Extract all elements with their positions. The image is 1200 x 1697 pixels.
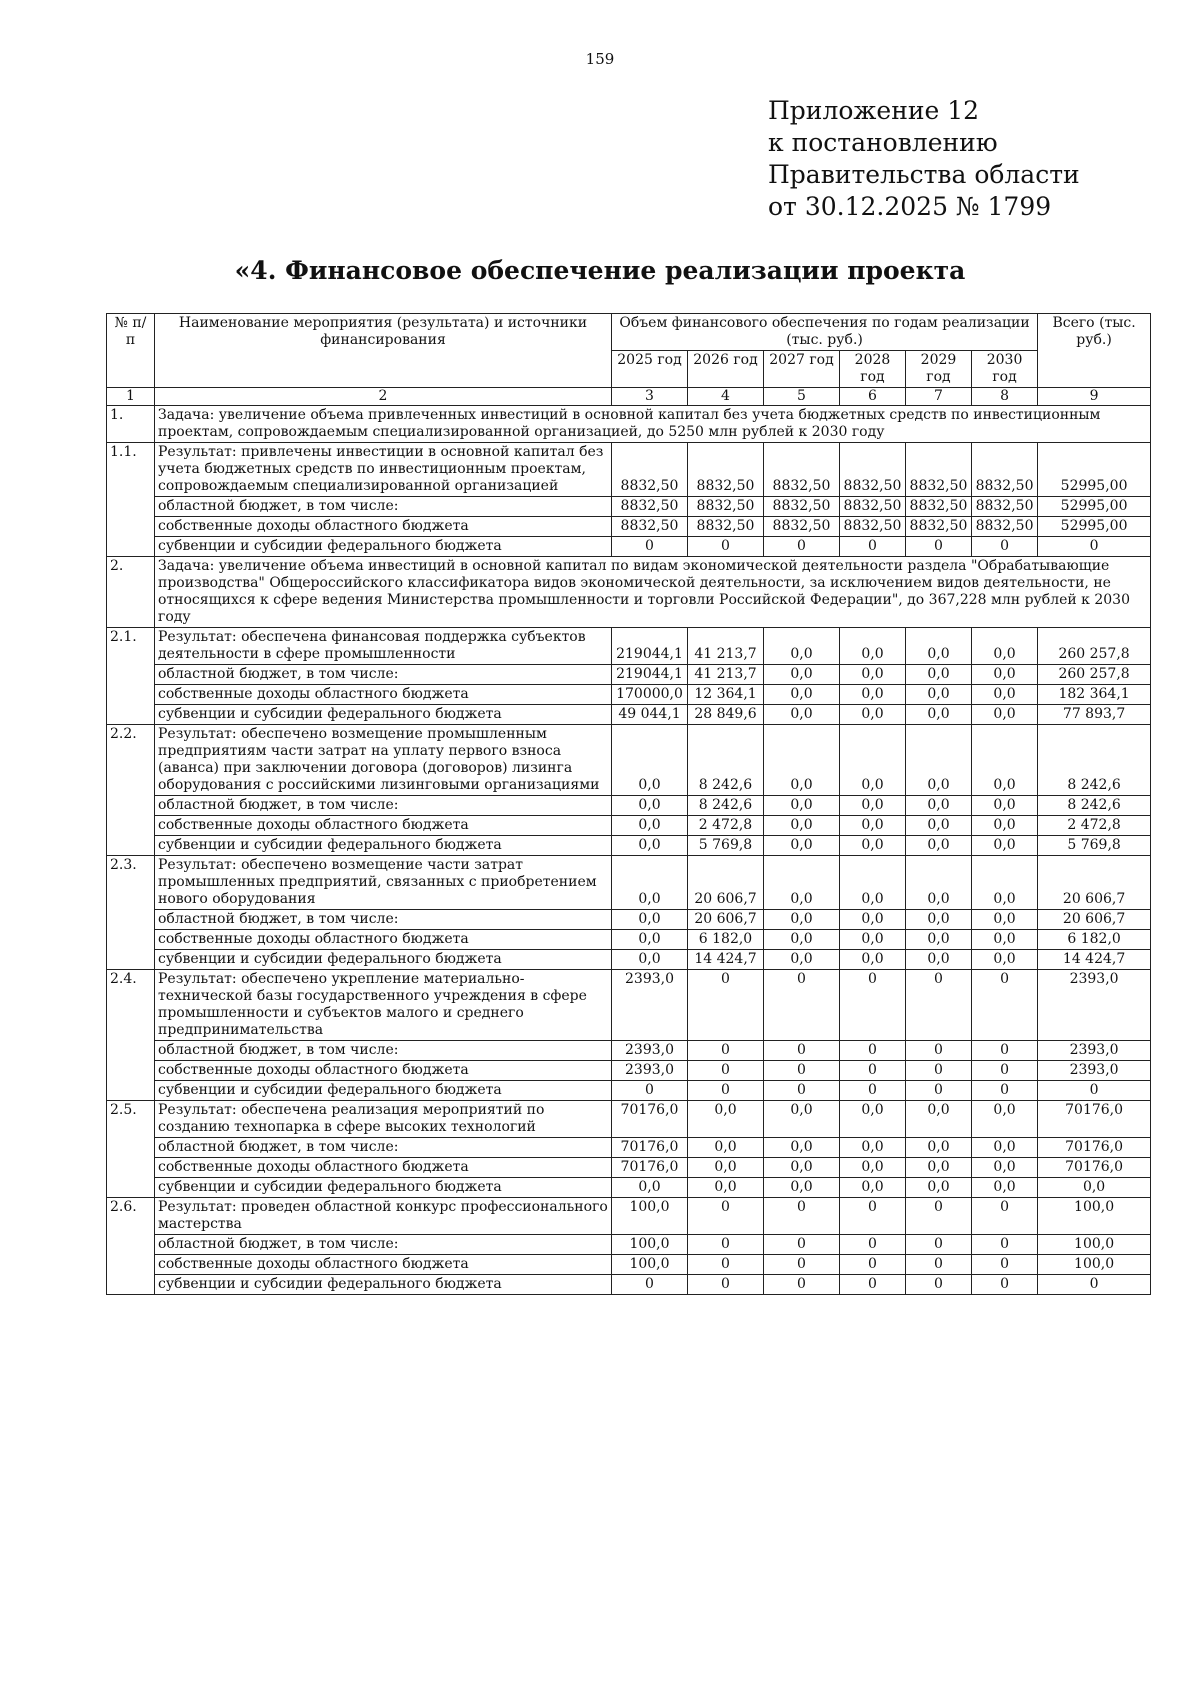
value-cell: 8832,50 bbox=[906, 517, 972, 537]
value-cell: 0,0 bbox=[906, 796, 972, 816]
value-cell: 0 bbox=[972, 1255, 1038, 1275]
value-cell: 0,0 bbox=[764, 1138, 840, 1158]
value-cell: 52995,00 bbox=[1038, 497, 1151, 517]
row-number: 2.2. bbox=[107, 725, 155, 856]
value-cell: 8832,50 bbox=[840, 517, 906, 537]
value-cell: 70176,0 bbox=[1038, 1158, 1151, 1178]
value-cell: 2393,0 bbox=[1038, 1061, 1151, 1081]
value-cell: 0 bbox=[906, 537, 972, 557]
header-name: Наименование мероприятия (результата) и источники финансирования bbox=[155, 314, 612, 388]
value-cell: 219044,1 bbox=[612, 665, 688, 685]
value-cell: 8832,50 bbox=[764, 443, 840, 497]
result-row bbox=[107, 970, 1151, 1041]
column-number: 7 bbox=[906, 388, 972, 406]
value-cell: 0,0 bbox=[906, 816, 972, 836]
value-cell: 70176,0 bbox=[612, 1158, 688, 1178]
header-year: 2027 год bbox=[764, 351, 840, 388]
value-cell: 0,0 bbox=[906, 1101, 972, 1138]
value-cell: 0,0 bbox=[972, 910, 1038, 930]
value-cell: 0 bbox=[764, 970, 840, 1041]
value-cell: 0,0 bbox=[688, 1178, 764, 1198]
value-cell: 0,0 bbox=[972, 950, 1038, 970]
source-row bbox=[107, 1138, 1151, 1158]
value-cell: 0,0 bbox=[972, 930, 1038, 950]
page-number: 159 bbox=[585, 50, 615, 68]
header-year: 2028 год bbox=[840, 351, 906, 388]
value-cell: 0 bbox=[972, 537, 1038, 557]
source-name: собственные доходы областного бюджета bbox=[155, 1061, 612, 1081]
value-cell: 0 bbox=[688, 537, 764, 557]
value-cell: 0,0 bbox=[764, 705, 840, 725]
value-cell: 2393,0 bbox=[1038, 970, 1151, 1041]
result-row bbox=[107, 1198, 1151, 1235]
value-cell: 0,0 bbox=[688, 1158, 764, 1178]
value-cell: 0,0 bbox=[840, 816, 906, 836]
appendix-line: Правительства области bbox=[768, 160, 1080, 189]
result-name: Результат: привлечены инвестиции в основной капитал без учета бюджетных средств по инвестиционным проектам, сопровождаемым специализированной организацией bbox=[155, 443, 612, 497]
value-cell: 0 bbox=[612, 1081, 688, 1101]
value-cell: 8832,50 bbox=[840, 497, 906, 517]
appendix-block bbox=[768, 95, 1080, 223]
value-cell: 0,0 bbox=[612, 950, 688, 970]
value-cell: 0,0 bbox=[972, 1178, 1038, 1198]
value-cell: 0,0 bbox=[764, 1158, 840, 1178]
value-cell: 0 bbox=[688, 1275, 764, 1295]
value-cell: 0 bbox=[840, 1041, 906, 1061]
value-cell: 0,0 bbox=[972, 836, 1038, 856]
value-cell: 8832,50 bbox=[840, 443, 906, 497]
header-year: 2029 год bbox=[906, 351, 972, 388]
value-cell: 8 242,6 bbox=[688, 796, 764, 816]
value-cell: 0,0 bbox=[840, 1138, 906, 1158]
source-row bbox=[107, 816, 1151, 836]
value-cell: 5 769,8 bbox=[1038, 836, 1151, 856]
source-name: собственные доходы областного бюджета bbox=[155, 517, 612, 537]
result-row bbox=[107, 1101, 1151, 1138]
header-num: № п/п bbox=[107, 314, 155, 388]
value-cell: 2393,0 bbox=[1038, 1041, 1151, 1061]
task-row bbox=[107, 557, 1151, 628]
value-cell: 0 bbox=[688, 1081, 764, 1101]
value-cell: 8832,50 bbox=[612, 517, 688, 537]
source-row bbox=[107, 1178, 1151, 1198]
value-cell: 0,0 bbox=[612, 910, 688, 930]
source-name: областной бюджет, в том числе: bbox=[155, 497, 612, 517]
value-cell: 2 472,8 bbox=[1038, 816, 1151, 836]
source-row bbox=[107, 1235, 1151, 1255]
value-cell: 0 bbox=[1038, 1081, 1151, 1101]
column-number: 6 bbox=[840, 388, 906, 406]
value-cell: 0 bbox=[840, 1275, 906, 1295]
column-number: 9 bbox=[1038, 388, 1151, 406]
result-name: Результат: обеспечена реализация мероприятий по созданию технопарка в сфере высоких технологий bbox=[155, 1101, 612, 1138]
value-cell: 0 bbox=[840, 1255, 906, 1275]
source-row bbox=[107, 910, 1151, 930]
value-cell: 0,0 bbox=[906, 910, 972, 930]
value-cell: 100,0 bbox=[612, 1255, 688, 1275]
value-cell: 14 424,7 bbox=[1038, 950, 1151, 970]
value-cell: 20 606,7 bbox=[688, 856, 764, 910]
value-cell: 77 893,7 bbox=[1038, 705, 1151, 725]
value-cell: 0,0 bbox=[840, 930, 906, 950]
value-cell: 5 769,8 bbox=[688, 836, 764, 856]
source-row bbox=[107, 1041, 1151, 1061]
value-cell: 0,0 bbox=[840, 705, 906, 725]
source-name: субвенции и субсидии федерального бюджета bbox=[155, 705, 612, 725]
table-body bbox=[107, 406, 1151, 1295]
value-cell: 0 bbox=[972, 1081, 1038, 1101]
source-name: областной бюджет, в том числе: bbox=[155, 1138, 612, 1158]
result-row bbox=[107, 856, 1151, 910]
value-cell: 182 364,1 bbox=[1038, 685, 1151, 705]
value-cell: 0 bbox=[972, 970, 1038, 1041]
value-cell: 0,0 bbox=[972, 705, 1038, 725]
source-name: областной бюджет, в том числе: bbox=[155, 1235, 612, 1255]
value-cell: 260 257,8 bbox=[1038, 628, 1151, 665]
value-cell: 0 bbox=[972, 1041, 1038, 1061]
value-cell: 8 242,6 bbox=[1038, 796, 1151, 816]
value-cell: 0 bbox=[764, 1081, 840, 1101]
value-cell: 0,0 bbox=[840, 796, 906, 816]
value-cell: 0,0 bbox=[764, 628, 840, 665]
appendix-line: к постановлению bbox=[768, 128, 998, 157]
appendix-line: от 30.12.2025 № 1799 bbox=[768, 192, 1052, 221]
value-cell: 0,0 bbox=[972, 1158, 1038, 1178]
value-cell: 0,0 bbox=[972, 665, 1038, 685]
value-cell: 20 606,7 bbox=[1038, 910, 1151, 930]
value-cell: 0 bbox=[972, 1061, 1038, 1081]
value-cell: 0,0 bbox=[1038, 1178, 1151, 1198]
value-cell: 0 bbox=[764, 1041, 840, 1061]
source-row bbox=[107, 1061, 1151, 1081]
value-cell: 20 606,7 bbox=[688, 910, 764, 930]
header-volume: Объем финансового обеспечения по годам реализации (тыс. руб.) bbox=[612, 314, 1038, 351]
value-cell: 8832,50 bbox=[764, 497, 840, 517]
value-cell: 0,0 bbox=[972, 856, 1038, 910]
value-cell: 0,0 bbox=[688, 1101, 764, 1138]
value-cell: 0 bbox=[764, 1275, 840, 1295]
source-row bbox=[107, 1081, 1151, 1101]
source-row bbox=[107, 517, 1151, 537]
value-cell: 170000,0 bbox=[612, 685, 688, 705]
value-cell: 0,0 bbox=[972, 1101, 1038, 1138]
value-cell: 0 bbox=[764, 1198, 840, 1235]
value-cell: 8 242,6 bbox=[1038, 725, 1151, 796]
source-row bbox=[107, 665, 1151, 685]
value-cell: 0,0 bbox=[612, 930, 688, 950]
value-cell: 0,0 bbox=[688, 1138, 764, 1158]
value-cell: 100,0 bbox=[612, 1235, 688, 1255]
value-cell: 0 bbox=[906, 1255, 972, 1275]
value-cell: 0 bbox=[612, 537, 688, 557]
value-cell: 8832,50 bbox=[612, 497, 688, 517]
source-name: субвенции и субсидии федерального бюджета bbox=[155, 537, 612, 557]
source-row bbox=[107, 796, 1151, 816]
value-cell: 0,0 bbox=[840, 665, 906, 685]
value-cell: 8832,50 bbox=[688, 443, 764, 497]
row-number: 2. bbox=[107, 557, 155, 628]
row-number: 2.4. bbox=[107, 970, 155, 1101]
value-cell: 0,0 bbox=[906, 628, 972, 665]
value-cell: 0 bbox=[764, 1061, 840, 1081]
value-cell: 0 bbox=[688, 1235, 764, 1255]
result-row bbox=[107, 443, 1151, 497]
value-cell: 0,0 bbox=[906, 836, 972, 856]
value-cell: 8832,50 bbox=[972, 443, 1038, 497]
value-cell: 0 bbox=[906, 1235, 972, 1255]
value-cell: 0,0 bbox=[972, 725, 1038, 796]
value-cell: 0 bbox=[688, 1061, 764, 1081]
value-cell: 0,0 bbox=[764, 796, 840, 816]
value-cell: 0,0 bbox=[972, 628, 1038, 665]
value-cell: 0,0 bbox=[906, 685, 972, 705]
value-cell: 100,0 bbox=[1038, 1198, 1151, 1235]
value-cell: 0,0 bbox=[840, 1158, 906, 1178]
source-row bbox=[107, 1158, 1151, 1178]
value-cell: 0,0 bbox=[906, 1178, 972, 1198]
value-cell: 28 849,6 bbox=[688, 705, 764, 725]
column-number: 1 bbox=[107, 388, 155, 406]
value-cell: 0,0 bbox=[840, 725, 906, 796]
value-cell: 0,0 bbox=[612, 836, 688, 856]
value-cell: 20 606,7 bbox=[1038, 856, 1151, 910]
value-cell: 0,0 bbox=[972, 816, 1038, 836]
source-name: областной бюджет, в том числе: bbox=[155, 665, 612, 685]
source-row bbox=[107, 497, 1151, 517]
value-cell: 0 bbox=[1038, 537, 1151, 557]
source-name: собственные доходы областного бюджета bbox=[155, 930, 612, 950]
value-cell: 0,0 bbox=[612, 796, 688, 816]
value-cell: 0,0 bbox=[764, 856, 840, 910]
header-year: 2026 год bbox=[688, 351, 764, 388]
value-cell: 8 242,6 bbox=[688, 725, 764, 796]
value-cell: 0 bbox=[764, 537, 840, 557]
value-cell: 0,0 bbox=[612, 725, 688, 796]
value-cell: 0 bbox=[688, 970, 764, 1041]
value-cell: 0,0 bbox=[840, 685, 906, 705]
value-cell: 41 213,7 bbox=[688, 628, 764, 665]
value-cell: 0,0 bbox=[906, 665, 972, 685]
source-name: собственные доходы областного бюджета bbox=[155, 1158, 612, 1178]
value-cell: 100,0 bbox=[1038, 1235, 1151, 1255]
value-cell: 0 bbox=[688, 1255, 764, 1275]
value-cell: 2 472,8 bbox=[688, 816, 764, 836]
value-cell: 0,0 bbox=[764, 910, 840, 930]
value-cell: 14 424,7 bbox=[688, 950, 764, 970]
source-row bbox=[107, 1275, 1151, 1295]
source-name: субвенции и субсидии федерального бюджета bbox=[155, 836, 612, 856]
task-text: Задача: увеличение объема привлеченных инвестиций в основной капитал без учета бюджетных средств по инвестиционным проектам, сопровождаемым специализированной организацией, до 5250 млн рублей к 2030 году bbox=[155, 406, 1151, 443]
value-cell: 0,0 bbox=[764, 836, 840, 856]
value-cell: 260 257,8 bbox=[1038, 665, 1151, 685]
row-number: 2.3. bbox=[107, 856, 155, 970]
result-name: Результат: проведен областной конкурс профессионального мастерства bbox=[155, 1198, 612, 1235]
value-cell: 8832,50 bbox=[764, 517, 840, 537]
row-number: 2.5. bbox=[107, 1101, 155, 1198]
value-cell: 41 213,7 bbox=[688, 665, 764, 685]
value-cell: 0,0 bbox=[906, 725, 972, 796]
value-cell: 0,0 bbox=[906, 1158, 972, 1178]
value-cell: 0,0 bbox=[764, 725, 840, 796]
value-cell: 70176,0 bbox=[1038, 1101, 1151, 1138]
value-cell: 2393,0 bbox=[612, 1041, 688, 1061]
source-name: собственные доходы областного бюджета bbox=[155, 1255, 612, 1275]
source-name: собственные доходы областного бюджета bbox=[155, 685, 612, 705]
value-cell: 0 bbox=[612, 1275, 688, 1295]
source-name: субвенции и субсидии федерального бюджета bbox=[155, 1275, 612, 1295]
value-cell: 0,0 bbox=[840, 628, 906, 665]
result-name: Результат: обеспечено возмещение части затрат промышленных предприятий, связанных с приобретением нового оборудования bbox=[155, 856, 612, 910]
value-cell: 0 bbox=[764, 1235, 840, 1255]
row-number: 2.1. bbox=[107, 628, 155, 725]
value-cell: 0 bbox=[972, 1198, 1038, 1235]
result-name: Результат: обеспечено возмещение промышленным предприятиям части затрат на уплату первого взноса (аванса) при заключении договора (договоров) лизинга оборудования с российскими лизинговыми организациями bbox=[155, 725, 612, 796]
value-cell: 0,0 bbox=[764, 685, 840, 705]
value-cell: 0,0 bbox=[764, 816, 840, 836]
value-cell: 0,0 bbox=[764, 1178, 840, 1198]
value-cell: 0,0 bbox=[840, 1178, 906, 1198]
value-cell: 8832,50 bbox=[688, 497, 764, 517]
value-cell: 0,0 bbox=[764, 1101, 840, 1138]
source-row bbox=[107, 705, 1151, 725]
value-cell: 2393,0 bbox=[612, 1061, 688, 1081]
column-number: 4 bbox=[688, 388, 764, 406]
value-cell: 0 bbox=[688, 1198, 764, 1235]
value-cell: 0,0 bbox=[840, 910, 906, 930]
value-cell: 52995,00 bbox=[1038, 517, 1151, 537]
value-cell: 0,0 bbox=[840, 1101, 906, 1138]
value-cell: 0,0 bbox=[764, 930, 840, 950]
source-name: областной бюджет, в том числе: bbox=[155, 1041, 612, 1061]
column-number: 8 bbox=[972, 388, 1038, 406]
section-title: «4. Финансовое обеспечение реализации проекта bbox=[234, 256, 966, 285]
value-cell: 0 bbox=[972, 1235, 1038, 1255]
value-cell: 0 bbox=[906, 1198, 972, 1235]
value-cell: 0 bbox=[840, 537, 906, 557]
value-cell: 0,0 bbox=[612, 856, 688, 910]
source-row bbox=[107, 537, 1151, 557]
header-total: Всего (тыс. руб.) bbox=[1038, 314, 1151, 388]
value-cell: 0 bbox=[972, 1275, 1038, 1295]
source-name: субвенции и субсидии федерального бюджета bbox=[155, 1178, 612, 1198]
value-cell: 0 bbox=[1038, 1275, 1151, 1295]
value-cell: 8832,50 bbox=[612, 443, 688, 497]
value-cell: 8832,50 bbox=[688, 517, 764, 537]
value-cell: 8832,50 bbox=[972, 517, 1038, 537]
header-year: 2030 год bbox=[972, 351, 1038, 388]
source-name: областной бюджет, в том числе: bbox=[155, 796, 612, 816]
source-name: субвенции и субсидии федерального бюджета bbox=[155, 950, 612, 970]
row-number: 1. bbox=[107, 406, 155, 443]
value-cell: 0 bbox=[764, 1255, 840, 1275]
value-cell: 70176,0 bbox=[1038, 1138, 1151, 1158]
column-number: 2 bbox=[155, 388, 612, 406]
value-cell: 8832,50 bbox=[906, 497, 972, 517]
value-cell: 12 364,1 bbox=[688, 685, 764, 705]
result-name: Результат: обеспечено укрепление материально-технической базы государственного учреждения в сфере промышленности и субъектов малого и среднего предпринимательства bbox=[155, 970, 612, 1041]
financing-table bbox=[106, 313, 1151, 1295]
result-row bbox=[107, 725, 1151, 796]
value-cell: 0,0 bbox=[764, 665, 840, 685]
source-name: собственные доходы областного бюджета bbox=[155, 816, 612, 836]
value-cell: 0,0 bbox=[840, 836, 906, 856]
value-cell: 70176,0 bbox=[612, 1101, 688, 1138]
value-cell: 100,0 bbox=[612, 1198, 688, 1235]
value-cell: 0 bbox=[840, 1235, 906, 1255]
value-cell: 6 182,0 bbox=[1038, 930, 1151, 950]
value-cell: 0 bbox=[906, 1061, 972, 1081]
source-row bbox=[107, 950, 1151, 970]
value-cell: 0,0 bbox=[906, 1138, 972, 1158]
source-row bbox=[107, 1255, 1151, 1275]
value-cell: 0,0 bbox=[840, 950, 906, 970]
value-cell: 0,0 bbox=[906, 856, 972, 910]
value-cell: 100,0 bbox=[1038, 1255, 1151, 1275]
value-cell: 0,0 bbox=[972, 1138, 1038, 1158]
value-cell: 2393,0 bbox=[612, 970, 688, 1041]
column-number: 3 bbox=[612, 388, 688, 406]
value-cell: 0 bbox=[840, 1061, 906, 1081]
value-cell: 8832,50 bbox=[906, 443, 972, 497]
header-year: 2025 год bbox=[612, 351, 688, 388]
source-row bbox=[107, 836, 1151, 856]
value-cell: 8832,50 bbox=[972, 497, 1038, 517]
value-cell: 0 bbox=[906, 1041, 972, 1061]
value-cell: 0,0 bbox=[840, 856, 906, 910]
value-cell: 0 bbox=[906, 1081, 972, 1101]
value-cell: 0 bbox=[688, 1041, 764, 1061]
row-number: 1.1. bbox=[107, 443, 155, 557]
value-cell: 0,0 bbox=[612, 1178, 688, 1198]
appendix-line: Приложение 12 bbox=[768, 96, 980, 125]
value-cell: 219044,1 bbox=[612, 628, 688, 665]
value-cell: 0 bbox=[840, 1198, 906, 1235]
value-cell: 0 bbox=[840, 970, 906, 1041]
task-text: Задача: увеличение объема инвестиций в основной капитал по видам экономической деятельности раздела "Обрабатывающие производства" Общероссийского классификатора видов экономической деятельности, за исключением видов деятельности, не относящихся к сфере ведения Министерства промышленности и торговли Российской Федерации", до 367,228 млн рублей к 2030 году bbox=[155, 557, 1151, 628]
row-number: 2.6. bbox=[107, 1198, 155, 1295]
value-cell: 0 bbox=[906, 970, 972, 1041]
source-name: областной бюджет, в том числе: bbox=[155, 910, 612, 930]
result-row bbox=[107, 628, 1151, 665]
value-cell: 70176,0 bbox=[612, 1138, 688, 1158]
value-cell: 0,0 bbox=[764, 950, 840, 970]
value-cell: 0 bbox=[906, 1275, 972, 1295]
value-cell: 0,0 bbox=[972, 685, 1038, 705]
column-number: 5 bbox=[764, 388, 840, 406]
result-name: Результат: обеспечена финансовая поддержка субъектов деятельности в сфере промышленности bbox=[155, 628, 612, 665]
task-row bbox=[107, 406, 1151, 443]
source-name: субвенции и субсидии федерального бюджета bbox=[155, 1081, 612, 1101]
value-cell: 0,0 bbox=[906, 950, 972, 970]
value-cell: 0,0 bbox=[906, 930, 972, 950]
value-cell: 6 182,0 bbox=[688, 930, 764, 950]
column-numbers-row bbox=[107, 388, 1151, 406]
value-cell: 52995,00 bbox=[1038, 443, 1151, 497]
value-cell: 0,0 bbox=[612, 816, 688, 836]
value-cell: 49 044,1 bbox=[612, 705, 688, 725]
source-row bbox=[107, 930, 1151, 950]
value-cell: 0,0 bbox=[972, 796, 1038, 816]
value-cell: 0 bbox=[840, 1081, 906, 1101]
source-row bbox=[107, 685, 1151, 705]
value-cell: 0,0 bbox=[906, 705, 972, 725]
